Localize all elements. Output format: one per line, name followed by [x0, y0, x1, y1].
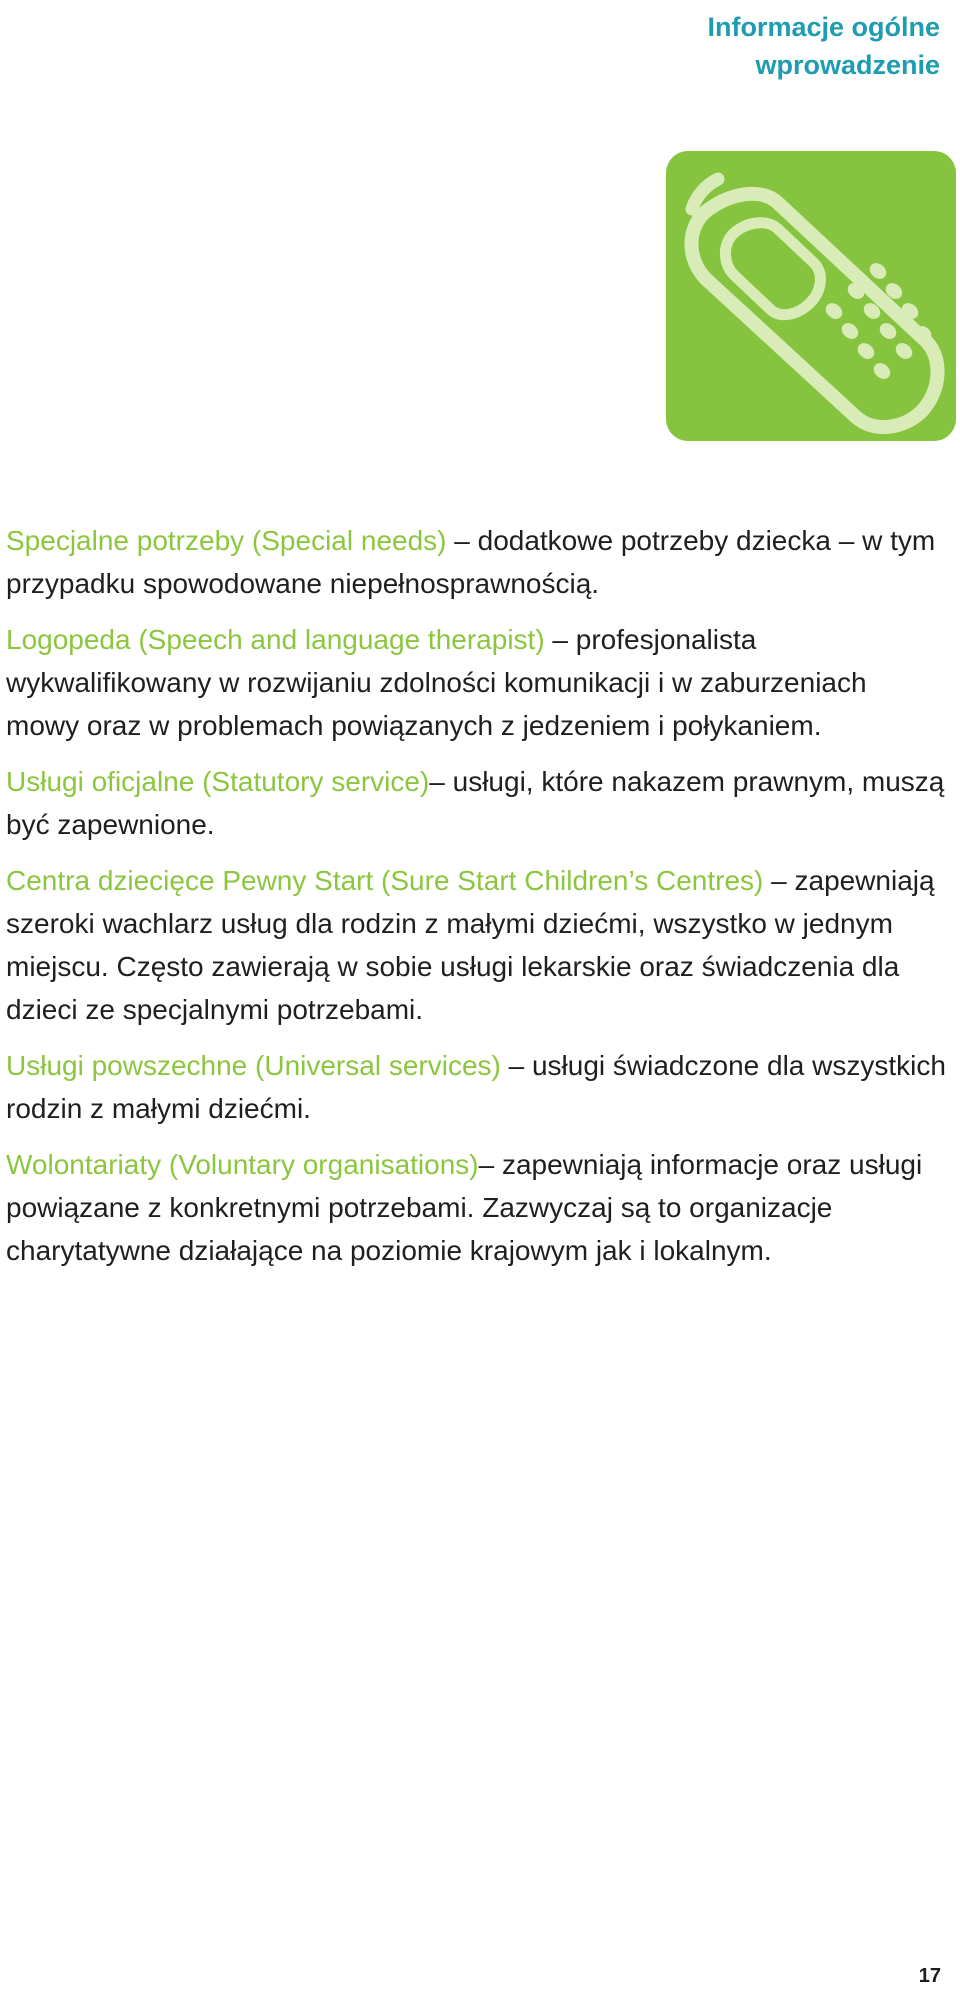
- glossary-entry-speech-therapist: [6, 618, 946, 747]
- phone-illustration: [666, 151, 956, 441]
- glossary-term: Wolontariaty (Voluntary organisations): [6, 1149, 479, 1180]
- glossary-definition: – usługi świadczone dla wszystkich rodzin z małymi dziećmi.: [6, 1050, 946, 1124]
- glossary-definition: – zapewniają informacje oraz usługi powiązane z konkretnymi potrzebami. Zazwyczaj są to organizacje charytatywne działające na poziomie krajowym jak i lokalnym.: [6, 1149, 923, 1266]
- glossary-term: Logopeda (Speech and language therapist): [6, 624, 545, 655]
- glossary-entry-voluntary-organisations: [6, 1143, 946, 1272]
- glossary-entry-statutory-service: [6, 760, 946, 846]
- glossary-entry-sure-start: [6, 859, 946, 1031]
- glossary-definition: – usługi, które nakazem prawnym, muszą być zapewnione.: [6, 766, 945, 840]
- section-title-line-2: wprowadzenie: [755, 50, 940, 80]
- glossary-term: Specjalne potrzeby (Special needs): [6, 525, 447, 556]
- glossary-definition: – dodatkowe potrzeby dziecka – w tym przypadku spowodowane niepełnosprawnością.: [6, 525, 936, 599]
- glossary-term: Usługi oficjalne (Statutory service): [6, 766, 430, 797]
- glossary-definition: – profesjonalista wykwalifikowany w rozwijaniu zdolności komunikacji i w zaburzeniach mowy oraz w problemach powiązanych z jedzeniem i połykaniem.: [6, 624, 867, 741]
- glossary-term: Usługi powszechne (Universal services): [6, 1050, 501, 1081]
- glossary: [6, 519, 946, 1285]
- section-title-line-1: Informacje ogólne: [707, 12, 940, 42]
- mobile-phone-icon: [666, 151, 956, 441]
- page-number: 17: [918, 1965, 941, 1987]
- section-header: [707, 8, 940, 84]
- glossary-definition: – zapewniają szeroki wachlarz usług dla rodzin z małymi dziećmi, wszystko w jednym miejscu. Często zawierają w sobie usługi lekarskie oraz świadczenia dla dzieci ze specjalnymi potrzebami.: [6, 865, 935, 1025]
- glossary-entry-universal-services: [6, 1044, 946, 1130]
- glossary-term: Centra dziecięce Pewny Start (Sure Start Children’s Centres): [6, 865, 764, 896]
- glossary-entry-special-needs: [6, 519, 946, 605]
